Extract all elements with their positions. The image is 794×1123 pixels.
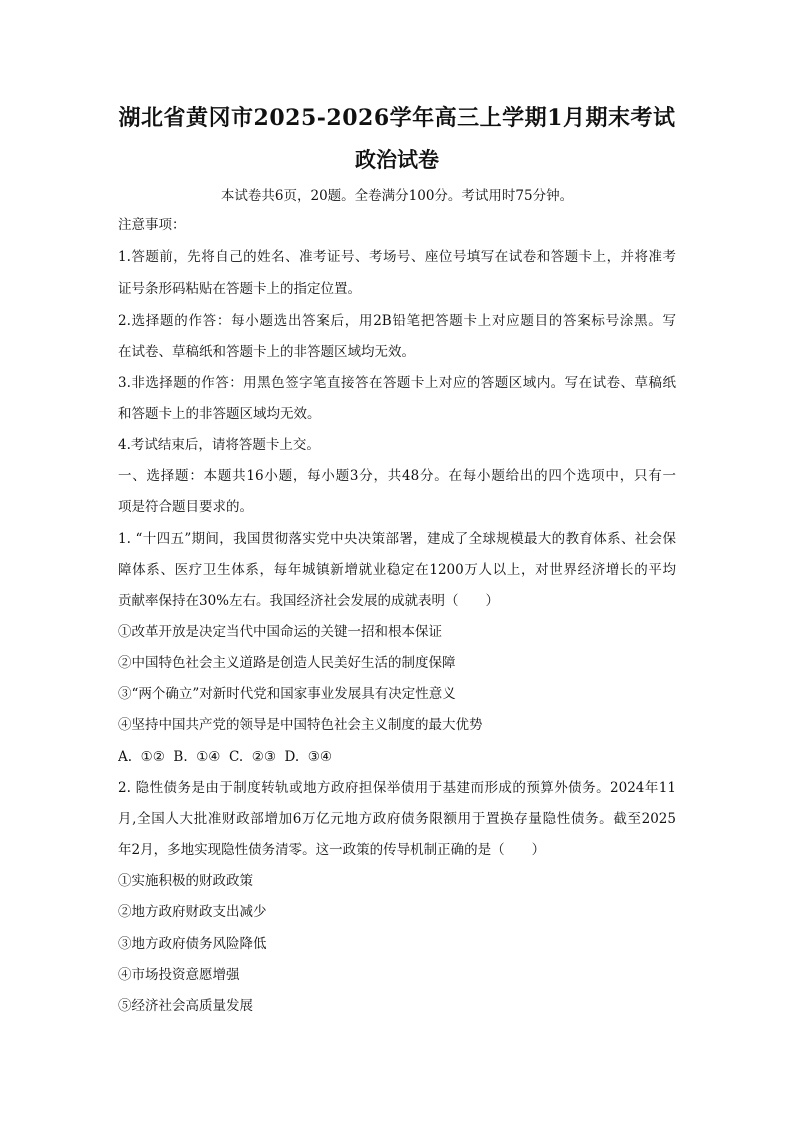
q2-option: ④市场投资意愿增强 bbox=[118, 967, 240, 983]
exam-subtitle: 政治试卷 bbox=[355, 147, 439, 172]
notice-line: 4.考试结束后，请将答题卡上交。 bbox=[118, 437, 320, 453]
exam-title: 湖北省黄冈市2025-2026学年高三上学期1月期末考试 bbox=[118, 105, 676, 131]
q1-option: ③“两个确立”对新时代党和国家事业发展具有决定性意义 bbox=[118, 686, 456, 702]
q2-option: ①实施积极的财政政策 bbox=[118, 873, 253, 889]
section-heading-cont: 项是符合题目要求的。 bbox=[118, 499, 253, 515]
q1-stem-line: 障体系、医疗卫生体系，每年城镇新增就业稳定在1200万人以上，对世界经济增长的平均 bbox=[118, 562, 676, 578]
q2-stem-line: 月,全国人大批准财政部增加6万亿元地方政府债务限额用于置换存量隐性债务。截至2025 bbox=[118, 811, 676, 827]
exam-info: 本试卷共6页，20题。全卷满分100分。考试用时75分钟。 bbox=[220, 188, 574, 204]
notice-line: 2.选择题的作答：每小题选出答案后，用2B铅笔把答题卡上对应题目的答案标号涂黑。写 bbox=[118, 313, 676, 329]
notice-line: 1.答题前，先将自己的姓名、准考证号、考场号、座位号填写在试卷和答题卡上，并将准考 bbox=[118, 249, 676, 265]
section-heading: 一、选择题：本题共16小题，每小题3分，共48分。在每小题给出的四个选项中，只有一 bbox=[118, 468, 676, 484]
q1-answer-choices: A. ①② B. ①④ C. ②③ D. ③④ bbox=[118, 749, 332, 765]
q2-option: ③地方政府债务风险降低 bbox=[118, 936, 267, 952]
notice-line: 和答题卡上的非答题区域均无效。 bbox=[118, 406, 321, 422]
q2-option: ②地方政府财政支出减少 bbox=[118, 904, 267, 920]
q2-option: ⑤经济社会高质量发展 bbox=[118, 998, 253, 1014]
q1-stem-line: 1. “十四五”期间，我国贯彻落实党中央决策部署，建成了全球规模最大的教育体系、社会保 bbox=[118, 531, 676, 547]
q1-option: ①改革开放是决定当代中国命运的关键一招和根本保证 bbox=[118, 624, 442, 640]
q2-stem-line: 年2月，多地实现隐性债务清零。这一政策的传导机制正确的是（ ） bbox=[118, 842, 546, 858]
q1-option: ④坚持中国共产党的领导是中国特色社会主义制度的最大优势 bbox=[118, 717, 483, 733]
q1-stem-line: 贡献率保持在30%左右。我国经济社会发展的成就表明（ ） bbox=[118, 593, 500, 609]
notice-line: 3.非选择题的作答：用黑色签字笔直接答在答题卡上对应的答题区域内。写在试卷、草稿纸 bbox=[118, 375, 676, 391]
notice-line: 在试卷、草稿纸和答题卡上的非答题区域均无效。 bbox=[118, 344, 415, 360]
notice-heading: 注意事项： bbox=[118, 217, 186, 233]
q1-option: ②中国特色社会主义道路是创造人民美好生活的制度保障 bbox=[118, 655, 456, 671]
notice-line: 证号条形码粘贴在答题卡上的指定位置。 bbox=[118, 281, 361, 297]
q2-stem-line: 2. 隐性债务是由于制度转轨或地方政府担保举债用于基建而形成的预算外债务。2024年11 bbox=[118, 780, 676, 796]
